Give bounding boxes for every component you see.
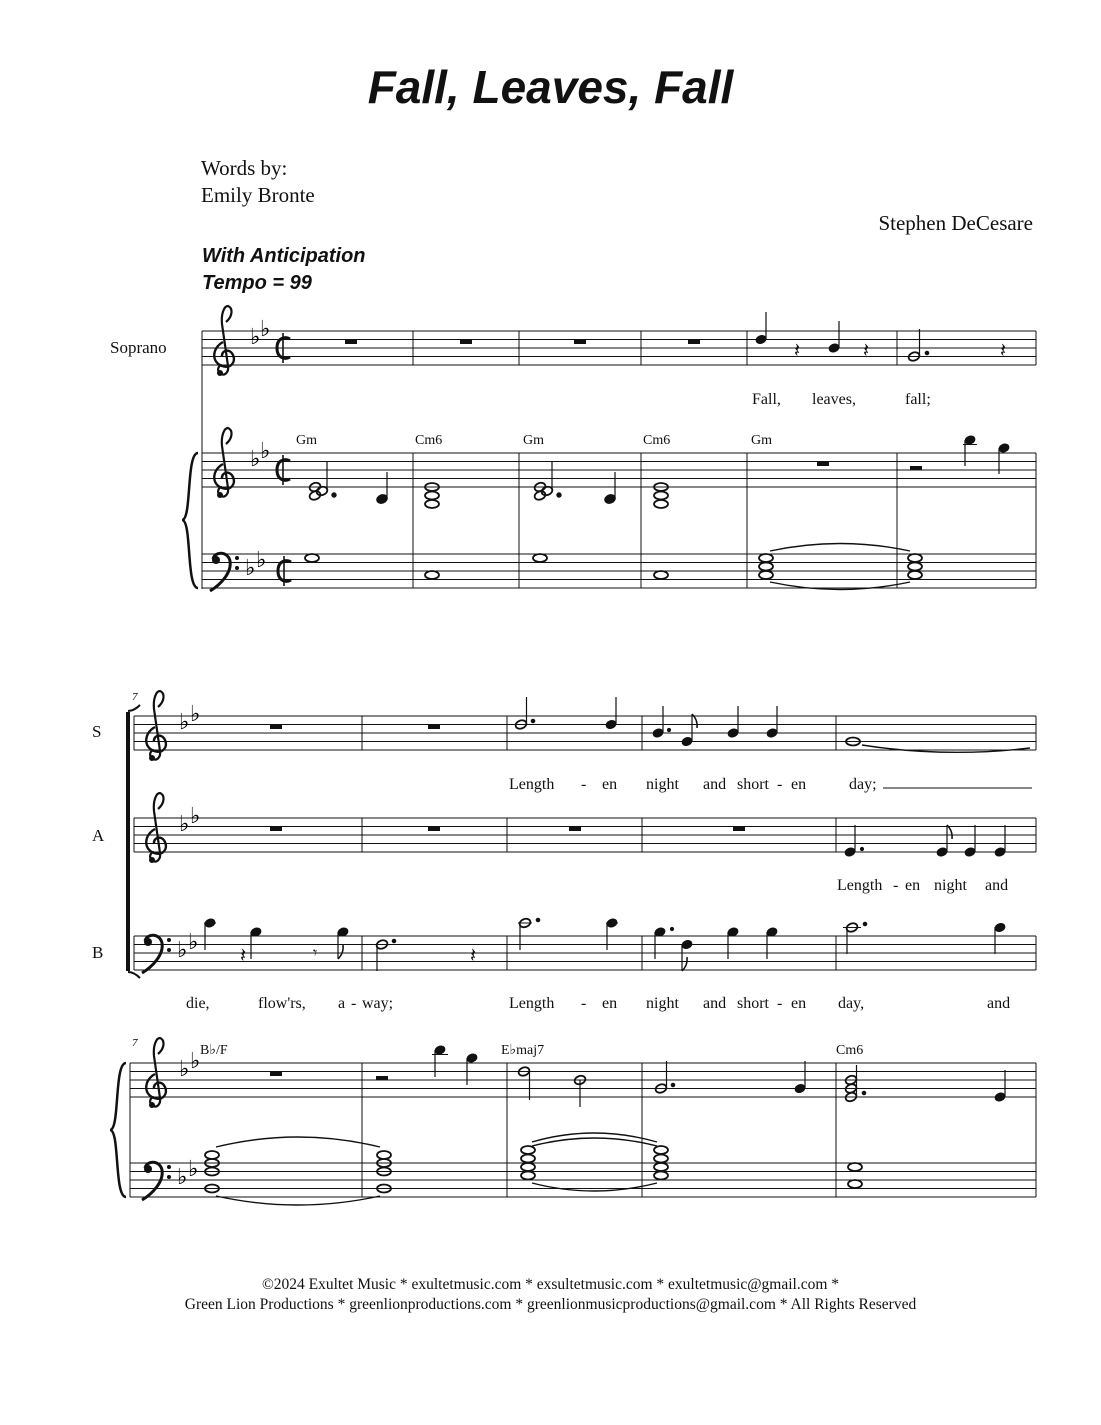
flat-icon: ♭ [188, 929, 199, 954]
flat-icon: ♭ [260, 316, 271, 341]
lyric: en [791, 776, 807, 793]
flat-icon: ♭ [179, 811, 190, 836]
piano-lh-notes-2 [205, 1133, 862, 1205]
composer-name: Stephen DeCesare [878, 211, 1033, 235]
lyric: en [791, 995, 807, 1012]
page-title: Fall, Leaves, Fall [367, 61, 734, 113]
svg-text:𝄽: 𝄽 [1000, 340, 1007, 362]
flat-icon: ♭ [179, 709, 190, 734]
flat-icon: ♭ [190, 701, 201, 726]
whole-rest [270, 1072, 282, 1076]
flat-icon: ♭ [177, 937, 188, 962]
chord-symbol: Cm6 [643, 433, 671, 448]
flat-icon: ♭ [177, 1164, 188, 1189]
lyric: day; [849, 776, 877, 793]
whole-rest [270, 827, 282, 831]
piano-lh-staff-2 [130, 1163, 1036, 1197]
flat-icon: ♭ [190, 803, 201, 828]
chord-symbol: Gm [296, 433, 317, 448]
soprano-notes-m6 [907, 329, 1006, 362]
whole-rest [270, 725, 282, 729]
flat-icon: ♭ [190, 1048, 201, 1073]
lyric: night [646, 995, 679, 1012]
lyric: Length [509, 776, 555, 793]
chord-symbol: Gm [751, 433, 772, 448]
flat-icon: ♭ [188, 1156, 199, 1181]
whole-rest [345, 340, 357, 344]
whole-rest [569, 827, 581, 831]
lyric: short [737, 776, 769, 793]
lyric: and [987, 995, 1011, 1012]
measure-number: 7 [132, 691, 138, 703]
bass-clef-icon [142, 935, 171, 973]
alto-staff [134, 818, 1036, 852]
lyric: - [351, 995, 357, 1012]
flat-icon: ♭ [250, 446, 261, 471]
whole-rest [733, 827, 745, 831]
piano-rh-notes [308, 462, 668, 508]
flat-icon: ♭ [250, 324, 261, 349]
chord-symbol: B♭/F [200, 1043, 228, 1058]
svg-text:𝄽: 𝄽 [470, 945, 477, 967]
lyric: way; [362, 995, 394, 1012]
soprano-staff-1 [202, 331, 1036, 589]
flat-icon: ♭ [245, 555, 256, 580]
chord-symbol: Gm [523, 433, 544, 448]
lyric: leaves, [812, 391, 856, 408]
half-rest [910, 466, 922, 470]
lyric: and [703, 776, 727, 793]
lyric: Fall, [752, 391, 781, 408]
lyric: a [338, 995, 346, 1012]
flat-icon: ♭ [256, 547, 267, 572]
system-2 [110, 691, 1036, 1205]
chord-symbol: E♭maj7 [501, 1043, 545, 1058]
piano-lh-notes [305, 544, 922, 590]
s-label: S [92, 722, 102, 741]
piano-brace [182, 453, 198, 588]
lyric: and [703, 995, 727, 1012]
lyric: - [893, 877, 899, 894]
soprano-notes-m5 [755, 312, 869, 362]
lyric: - [581, 776, 587, 793]
tempo-marking: With Anticipation [202, 245, 366, 267]
piano-brace [110, 1063, 126, 1197]
lyric: day, [838, 995, 865, 1012]
system-1 [182, 306, 1036, 591]
lyric: night [934, 877, 967, 894]
whole-rest [428, 725, 440, 729]
footer-line-1: ©2024 Exultet Music * exultetmusic.com * exsultetmusic.com * exultetmusic@gmail.com * [261, 1276, 840, 1293]
chord-symbol: Cm6 [836, 1043, 864, 1058]
whole-rest [460, 340, 472, 344]
lyric: en [905, 877, 921, 894]
soprano-label: Soprano [110, 338, 167, 357]
tempo-value: Tempo = 99 [202, 272, 312, 294]
lyric: Length [837, 877, 883, 894]
bass-clef-icon [142, 1162, 171, 1200]
bass-staff [134, 936, 1036, 970]
lyric: en [602, 995, 618, 1012]
svg-text:𝄽: 𝄽 [794, 340, 801, 362]
lyric: and [985, 877, 1009, 894]
lyric: - [777, 995, 783, 1012]
whole-rest [428, 827, 440, 831]
bass-clef-icon [210, 553, 239, 591]
lyric: night [646, 776, 679, 793]
svg-text:𝄾: 𝄾 [313, 945, 318, 962]
half-rest [376, 1076, 388, 1080]
lyric: short [737, 995, 769, 1012]
whole-rest [574, 340, 586, 344]
lyric: - [777, 776, 783, 793]
footer-line-2: Green Lion Productions * greenlionproductions.com * greenlionmusicproductions@gmail.com * All Rights Reserved [184, 1296, 917, 1313]
words-by-label: Words by: [201, 156, 288, 180]
lyricist-name: Emily Bronte [201, 183, 315, 207]
chord-symbol: Cm6 [415, 433, 443, 448]
lyric: - [581, 995, 587, 1012]
lyric: die, [186, 995, 210, 1012]
lyric: fall; [905, 391, 931, 408]
whole-rest [688, 340, 700, 344]
lyric: flow'rs, [258, 995, 306, 1012]
flat-icon: ♭ [260, 438, 271, 463]
a-label: A [92, 826, 105, 845]
svg-text:𝄽: 𝄽 [863, 340, 870, 362]
lyric: en [602, 776, 618, 793]
soprano-staff-2 [134, 716, 1036, 750]
piano-rh-m6-notes [963, 435, 1010, 474]
svg-text:𝄽: 𝄽 [240, 945, 247, 967]
whole-rest [817, 462, 829, 466]
lyric: Length [509, 995, 555, 1012]
b-label: B [92, 943, 104, 962]
measure-number: 7 [132, 1037, 138, 1049]
flat-icon: ♭ [179, 1056, 190, 1081]
